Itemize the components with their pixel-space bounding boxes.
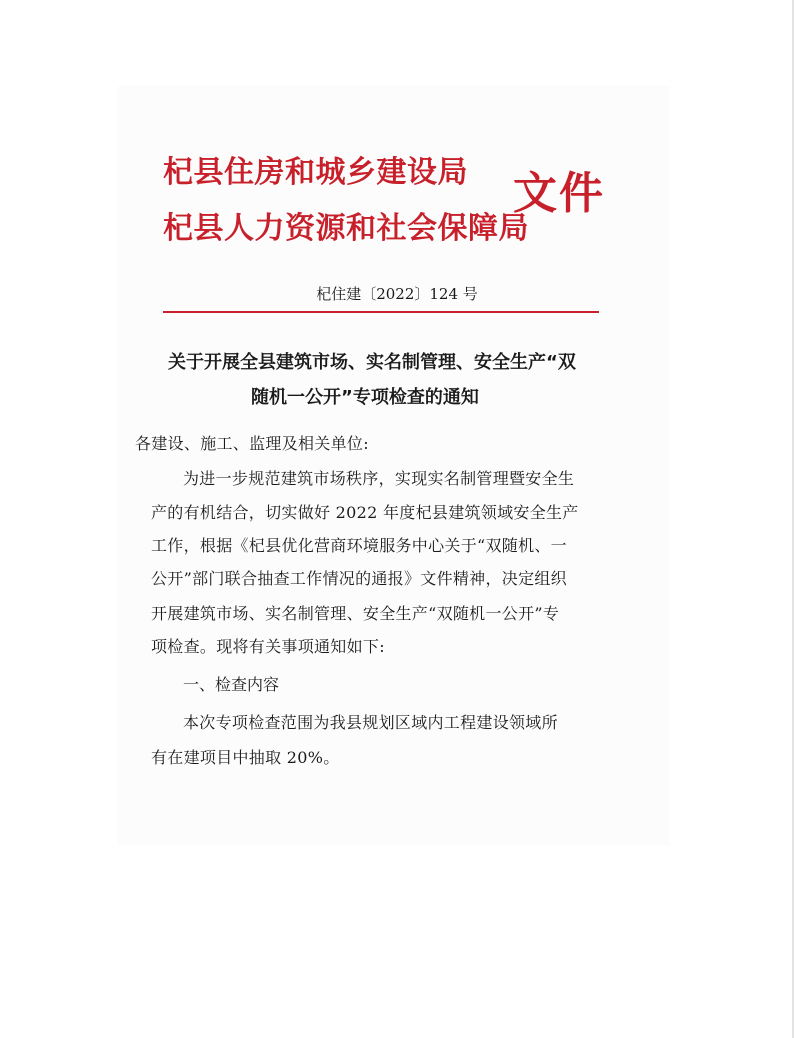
issuing-agency-housing: 杞县住房和城乡建设局 [163, 155, 468, 190]
section-heading: 一、检查内容 [183, 675, 280, 694]
document-label: 文件 [513, 168, 605, 219]
paragraph-line: 为进一步规范建筑市场秩序，实现实名制管理暨安全生 [183, 469, 575, 488]
paragraph-line: 有在建项目中抽取 20%。 [151, 748, 340, 767]
paragraph-line: 项检查。现将有关事项通知如下: [151, 637, 385, 656]
paragraph-line: 开展建筑市场、实名制管理、安全生产“双随机一公开”专 [151, 604, 560, 623]
notice-title-line-1: 关于开展全县建筑市场、实名制管理、安全生产“双 [168, 352, 576, 373]
red-divider [163, 311, 599, 313]
paragraph-line: 本次专项检查范围为我县规划区域内工程建设领域所 [183, 713, 558, 732]
salutation: 各建设、施工、监理及相关单位: [135, 434, 369, 453]
document-number: 杞住建〔2022〕124 号 [316, 285, 478, 303]
paragraph-line: 产的有机结合，切实做好 2022 年度杞县建筑领域安全生产 [151, 503, 579, 522]
paragraph-line: 公开”部门联合抽查工作情况的通报》文件精神，决定组织 [151, 569, 567, 588]
issuing-agency-hr: 杞县人力资源和社会保障局 [163, 211, 529, 246]
notice-title-line-2: 随机一公开”专项检查的通知 [251, 387, 479, 408]
paragraph-line: 工作，根据《杞县优化营商环境服务中心关于“双随机、一 [151, 536, 567, 555]
